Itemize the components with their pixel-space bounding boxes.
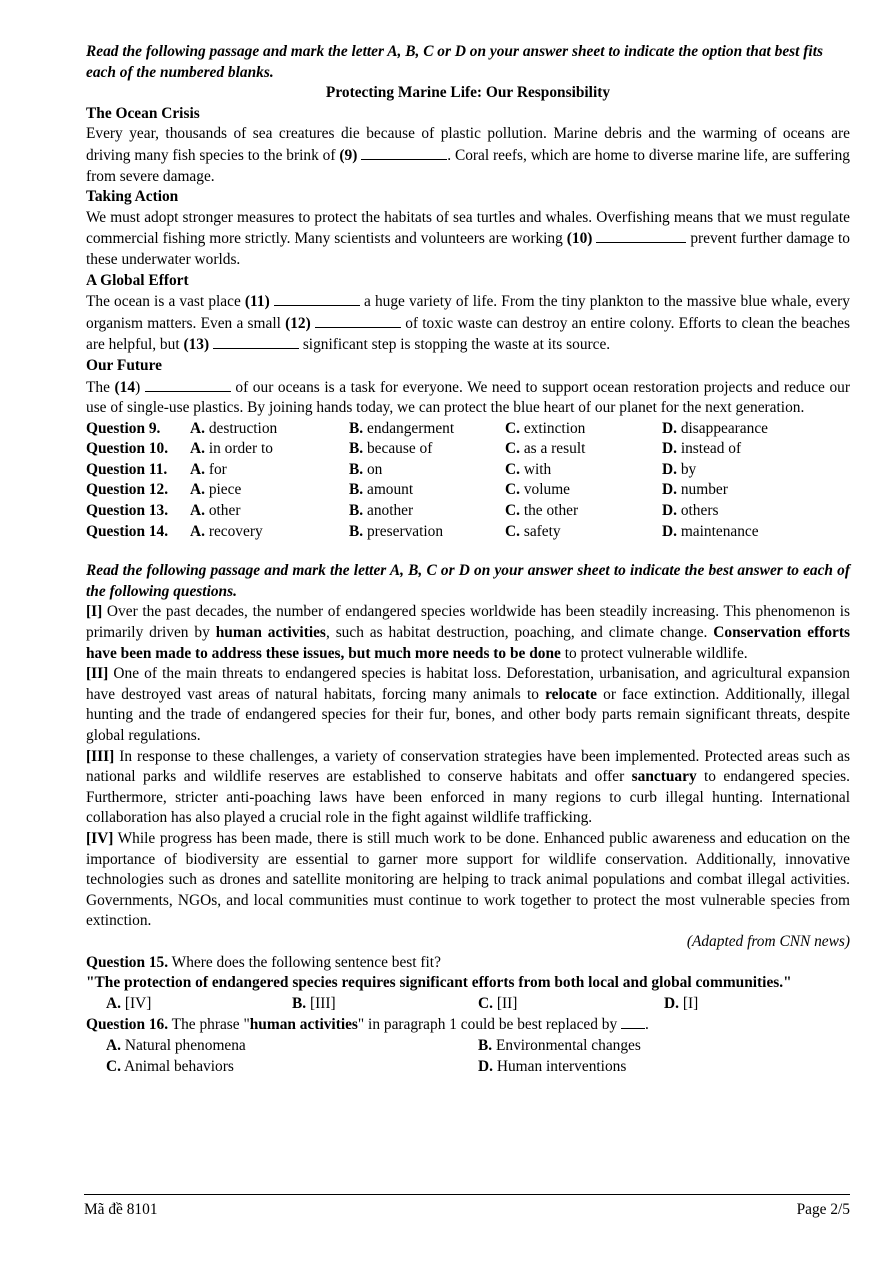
instruction-2: Read the following passage and mark the letter A, B, C or D on your answer sheet to indicate the best answer to each of the following questions.	[86, 562, 850, 600]
option-b[interactable]: B. endangerment	[349, 419, 455, 437]
option-a[interactable]: A. Natural phenomena	[106, 1036, 246, 1054]
option-d[interactable]: D. disappearance	[662, 419, 768, 437]
option-c[interactable]: C. extinction	[505, 419, 586, 437]
paragraph-4: [IV] While progress has been made, there is still much work to be done. Enhanced public awareness and education on the importance of biodiversity are essential to garner more support for wildlife conservation. Additionally, innovative technologies such as drones and satellite monitoring are helping to track animal populations and combat illegal activities. Governments, NGOs, and local communities must continue to work together to protect the most vulnerable species from extinction.	[86, 829, 850, 930]
question-row	[86, 439, 850, 460]
question-16-options-row-2	[86, 1057, 850, 1078]
question-label: Question 12.	[86, 481, 169, 499]
option-b[interactable]: B. preservation	[349, 522, 444, 540]
question-15: Question 15. Where does the following sentence best fit?	[86, 953, 441, 971]
option-b[interactable]: B. [III]	[292, 994, 336, 1012]
option-c[interactable]: C. as a result	[505, 440, 586, 458]
instruction-1: Read the following passage and mark the letter A, B, C or D on your answer sheet to indicate the option that best fits each of the numbered blanks.	[86, 43, 823, 81]
option-c[interactable]: C. [II]	[478, 994, 518, 1012]
blank-16	[621, 1014, 645, 1029]
blank-12	[315, 313, 401, 328]
paragraph-ocean-crisis: Every year, thousands of sea creatures die because of plastic pollution. Marine debris and the warming of oceans are driving many fish species to the brink of (9) . Coral reefs, which are home to diverse marine life, are suffering from severe damage.	[86, 125, 850, 185]
question-row	[86, 522, 850, 543]
passage-title: Protecting Marine Life: Our Responsibility	[325, 84, 611, 102]
blank-9	[361, 145, 447, 160]
question-label: Question 13.	[86, 502, 169, 520]
paragraph-2: [II] One of the main threats to endangered species is habitat loss. Deforestation, urbanisation, and agricultural expansion have destroyed vast areas of natural habitats, forcing many animals to relocate or face extinction. Additionally, illegal hunting and the trade of endangered species for their fur, bones, and other body parts remain significant threats, despite global regulations.	[86, 665, 850, 744]
question-16-options-row-1	[86, 1036, 850, 1057]
blank-11	[274, 291, 360, 306]
option-b[interactable]: B. another	[349, 502, 414, 520]
option-c[interactable]: C. the other	[505, 502, 579, 520]
paragraph-global-effort: The ocean is a vast place (11) a huge variety of life. From the tiny plankton to the massive blue whale, every organism matters. Even a small (12) of toxic waste can destroy an entire colony. Efforts to clean the beaches are helpful, but (13) significant step is stopping the waste at its source.	[86, 293, 850, 354]
option-b[interactable]: B. amount	[349, 481, 414, 499]
option-d[interactable]: D. others	[662, 502, 719, 520]
heading-global-effort: A Global Effort	[86, 271, 189, 289]
question-label: Question 10.	[86, 440, 169, 458]
question-label: Question 9.	[86, 419, 161, 437]
paragraph-taking-action: We must adopt stronger measures to protect the habitats of sea turtles and whales. Overfishing means that we must regulate commercial fishing more strictly. Many scientists and volunteers are working (10) prevent further damage to these underwater worlds.	[86, 208, 850, 268]
option-a[interactable]: A. recovery	[190, 522, 263, 540]
option-b[interactable]: B. on	[349, 460, 383, 478]
question-row	[86, 501, 850, 522]
option-a[interactable]: A. for	[190, 460, 227, 478]
option-a[interactable]: A. other	[190, 502, 241, 520]
option-d[interactable]: D. Human interventions	[478, 1057, 627, 1075]
option-b[interactable]: B. because of	[349, 440, 433, 458]
option-d[interactable]: D. [I]	[664, 994, 699, 1012]
option-d[interactable]: D. number	[662, 481, 728, 499]
question-row	[86, 460, 850, 481]
blank-14	[145, 377, 231, 392]
paragraph-3: [III] In response to these challenges, a variety of conservation strategies have been implemented. Protected areas such as national parks and wildlife reserves are established to conserve habitats and offer sanctuary to endangered species. Furthermore, stricter anti-poaching laws have been enforced in many regions to curb illegal hunting. International collaboration has also played a crucial role in the fight against wildlife trafficking.	[86, 747, 850, 827]
heading-our-future: Our Future	[86, 356, 162, 374]
question-options-table	[86, 419, 850, 543]
question-15-options	[86, 994, 850, 1015]
option-a[interactable]: A. [IV]	[106, 994, 152, 1012]
question-row	[86, 419, 850, 440]
page-content	[86, 42, 850, 1077]
option-c[interactable]: C. Animal behaviors	[106, 1057, 234, 1075]
option-d[interactable]: D. by	[662, 460, 697, 478]
paragraph-1: [I] Over the past decades, the number of endangered species worldwide has been steadily increasing. This phenomenon is primarily driven by human activities, such as habitat destruction, poaching, and climate change. Conservation efforts have been made to address these issues, but much more needs to be done to protect vulnerable wildlife.	[86, 603, 850, 662]
exam-code: Mã đề 8101	[84, 1201, 158, 1218]
question-row	[86, 480, 850, 501]
page-number: Page 2/5	[796, 1201, 850, 1218]
option-d[interactable]: D. instead of	[662, 440, 742, 458]
option-d[interactable]: D. maintenance	[662, 522, 759, 540]
source-credit: (Adapted from CNN news)	[686, 932, 850, 950]
option-c[interactable]: C. volume	[505, 481, 570, 499]
option-a[interactable]: A. destruction	[190, 419, 278, 437]
option-c[interactable]: C. with	[505, 460, 552, 478]
question-15-quote: "The protection of endangered species requires significant efforts from both local and global communities."	[86, 974, 792, 992]
question-label: Question 14.	[86, 522, 169, 540]
question-16: Question 16. The phrase "human activities" in paragraph 1 could be best replaced by .	[86, 1016, 649, 1034]
heading-taking-action: Taking Action	[86, 188, 179, 206]
blank-13	[213, 334, 299, 349]
question-label: Question 11.	[86, 460, 168, 478]
option-b[interactable]: B. Environmental changes	[478, 1036, 641, 1054]
paragraph-our-future: The (14) of our oceans is a task for everyone. We need to support ocean restoration projects and reduce our use of single-use plastics. By joining hands today, we can protect the blue heart of our planet for the next generation.	[86, 378, 850, 417]
heading-ocean-crisis: The Ocean Crisis	[86, 104, 200, 122]
blank-10	[596, 228, 686, 243]
option-a[interactable]: A. in order to	[190, 440, 273, 458]
page-footer	[84, 1194, 850, 1221]
option-a[interactable]: A. piece	[190, 481, 242, 499]
option-c[interactable]: C. safety	[505, 522, 561, 540]
